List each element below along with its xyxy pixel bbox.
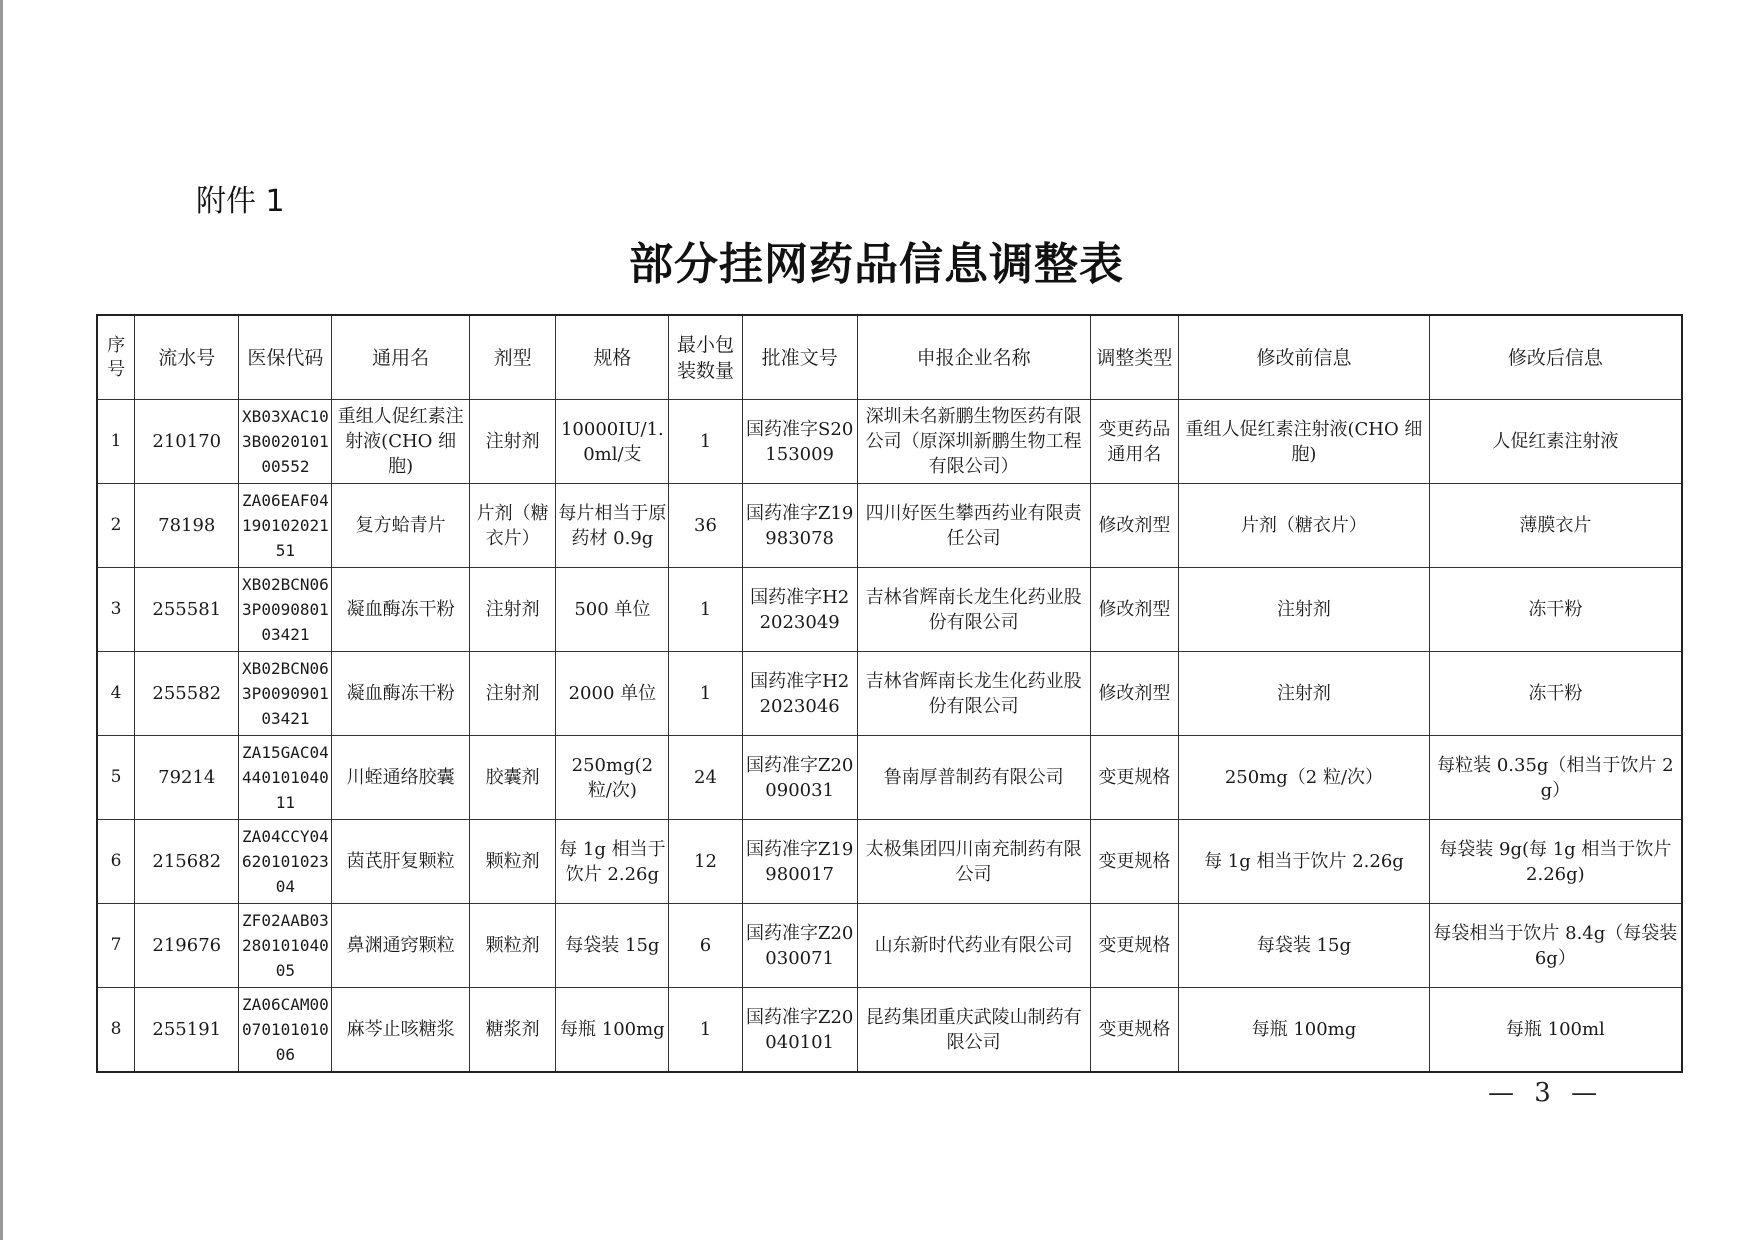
- cell-code: XB02BCN063P009090103421: [239, 652, 332, 736]
- cell-pack: 1: [669, 568, 742, 652]
- header-generic-name: 通用名: [332, 315, 469, 400]
- cell-after: 冻干粉: [1429, 652, 1682, 736]
- cell-approval: 国药准字H22023046: [742, 652, 857, 736]
- cell-type: 变更规格: [1090, 820, 1179, 904]
- cell-after: 人促红素注射液: [1429, 400, 1682, 484]
- header-seq: 序号: [97, 315, 135, 400]
- cell-company: 太极集团四川南充制药有限公司: [857, 820, 1090, 904]
- cell-name: 复方蛤青片: [332, 484, 469, 568]
- cell-type: 修改剂型: [1090, 568, 1179, 652]
- cell-serial: 210170: [135, 400, 239, 484]
- cell-before: 片剂（糖衣片）: [1179, 484, 1429, 568]
- cell-type: 修改剂型: [1090, 484, 1179, 568]
- cell-spec: 250mg(2 粒/次): [556, 736, 669, 820]
- cell-pack: 24: [669, 736, 742, 820]
- cell-form: 注射剂: [469, 652, 555, 736]
- cell-form: 注射剂: [469, 568, 555, 652]
- cell-pack: 6: [669, 904, 742, 988]
- cell-approval: 国药准字Z19980017: [742, 820, 857, 904]
- cell-company: 吉林省辉南长龙生化药业股份有限公司: [857, 652, 1090, 736]
- cell-before: 250mg（2 粒/次）: [1179, 736, 1429, 820]
- cell-serial: 79214: [135, 736, 239, 820]
- cell-before: 每瓶 100mg: [1179, 988, 1429, 1073]
- cell-code: XB02BCN063P009080103421: [239, 568, 332, 652]
- cell-before: 重组人促红素注射液(CHO 细胞): [1179, 400, 1429, 484]
- cell-company: 昆药集团重庆武陵山制药有限公司: [857, 988, 1090, 1073]
- cell-code: ZA04CCY0462010102304: [239, 820, 332, 904]
- header-company: 申报企业名称: [857, 315, 1090, 400]
- drug-adjustment-table: [96, 314, 1683, 1073]
- cell-approval: 国药准字Z20030071: [742, 904, 857, 988]
- cell-seq: 1: [97, 400, 135, 484]
- cell-form: 颗粒剂: [469, 820, 555, 904]
- cell-spec: 500 单位: [556, 568, 669, 652]
- cell-name: 凝血酶冻干粉: [332, 568, 469, 652]
- cell-company: 鲁南厚普制药有限公司: [857, 736, 1090, 820]
- cell-before: 注射剂: [1179, 568, 1429, 652]
- table-row: [97, 400, 1682, 484]
- cell-approval: 国药准字S20153009: [742, 400, 857, 484]
- cell-seq: 4: [97, 652, 135, 736]
- header-specification: 规格: [556, 315, 669, 400]
- cell-spec: 每袋装 15g: [556, 904, 669, 988]
- cell-before: 注射剂: [1179, 652, 1429, 736]
- cell-spec: 2000 单位: [556, 652, 669, 736]
- cell-form: 片剂（糖衣片）: [469, 484, 555, 568]
- cell-code: ZA06CAM0007010101006: [239, 988, 332, 1073]
- cell-after: 每袋装 9g(每 1g 相当于饮片 2.26g): [1429, 820, 1682, 904]
- cell-pack: 1: [669, 400, 742, 484]
- cell-after: 每粒装 0.35g（相当于饮片 2g）: [1429, 736, 1682, 820]
- cell-type: 变更规格: [1090, 904, 1179, 988]
- table-header-row: [97, 315, 1682, 400]
- cell-seq: 6: [97, 820, 135, 904]
- cell-seq: 8: [97, 988, 135, 1073]
- table-row: [97, 652, 1682, 736]
- cell-name: 鼻渊通窍颗粒: [332, 904, 469, 988]
- cell-name: 凝血酶冻干粉: [332, 652, 469, 736]
- cell-type: 变更药品通用名: [1090, 400, 1179, 484]
- cell-form: 注射剂: [469, 400, 555, 484]
- cell-serial: 78198: [135, 484, 239, 568]
- cell-serial: 255582: [135, 652, 239, 736]
- cell-name: 川蛭通络胶囊: [332, 736, 469, 820]
- cell-approval: 国药准字Z20090031: [742, 736, 857, 820]
- cell-approval: 国药准字Z19983078: [742, 484, 857, 568]
- cell-code: ZA06EAF0419010202151: [239, 484, 332, 568]
- cell-pack: 12: [669, 820, 742, 904]
- header-before: 修改前信息: [1179, 315, 1429, 400]
- cell-serial: 255191: [135, 988, 239, 1073]
- cell-name: 茵芪肝复颗粒: [332, 820, 469, 904]
- cell-after: 冻干粉: [1429, 568, 1682, 652]
- cell-after: 每瓶 100ml: [1429, 988, 1682, 1073]
- table-row: [97, 568, 1682, 652]
- cell-spec: 每 1g 相当于饮片 2.26g: [556, 820, 669, 904]
- cell-form: 胶囊剂: [469, 736, 555, 820]
- page-number: — 3 —: [1488, 1078, 1604, 1108]
- table-row: [97, 736, 1682, 820]
- cell-pack: 1: [669, 988, 742, 1073]
- header-after: 修改后信息: [1429, 315, 1682, 400]
- cell-spec: 每瓶 100mg: [556, 988, 669, 1073]
- header-dosage-form: 剂型: [469, 315, 555, 400]
- scan-edge: [0, 0, 3, 1240]
- cell-seq: 7: [97, 904, 135, 988]
- cell-pack: 36: [669, 484, 742, 568]
- cell-approval: 国药准字Z20040101: [742, 988, 857, 1073]
- table-row: [97, 820, 1682, 904]
- table-row: [97, 988, 1682, 1073]
- cell-pack: 1: [669, 652, 742, 736]
- header-approval-number: 批准文号: [742, 315, 857, 400]
- cell-name: 重组人促红素注射液(CHO 细胞): [332, 400, 469, 484]
- cell-company: 四川好医生攀西药业有限责任公司: [857, 484, 1090, 568]
- cell-form: 糖浆剂: [469, 988, 555, 1073]
- cell-company: 吉林省辉南长龙生化药业股份有限公司: [857, 568, 1090, 652]
- attachment-label: 附件 1: [196, 184, 285, 219]
- cell-code: ZA15GAC0444010104011: [239, 736, 332, 820]
- cell-company: 山东新时代药业有限公司: [857, 904, 1090, 988]
- cell-form: 颗粒剂: [469, 904, 555, 988]
- cell-name: 麻芩止咳糖浆: [332, 988, 469, 1073]
- cell-seq: 5: [97, 736, 135, 820]
- header-adjustment-type: 调整类型: [1090, 315, 1179, 400]
- cell-spec: 10000IU/1.0ml/支: [556, 400, 669, 484]
- header-serial: 流水号: [135, 315, 239, 400]
- cell-before: 每 1g 相当于饮片 2.26g: [1179, 820, 1429, 904]
- cell-seq: 2: [97, 484, 135, 568]
- cell-type: 变更规格: [1090, 988, 1179, 1073]
- cell-code: ZF02AAB0328010104005: [239, 904, 332, 988]
- cell-code: XB03XAC103B002010100552: [239, 400, 332, 484]
- cell-after: 薄膜衣片: [1429, 484, 1682, 568]
- cell-company: 深圳未名新鹏生物医药有限公司（原深圳新鹏生物工程有限公司）: [857, 400, 1090, 484]
- cell-seq: 3: [97, 568, 135, 652]
- page-title: 部分挂网药品信息调整表: [629, 239, 1124, 290]
- cell-approval: 国药准字H22023049: [742, 568, 857, 652]
- header-min-pack: 最小包装数量: [669, 315, 742, 400]
- table-row: [97, 904, 1682, 988]
- cell-before: 每袋装 15g: [1179, 904, 1429, 988]
- cell-spec: 每片相当于原药材 0.9g: [556, 484, 669, 568]
- cell-serial: 255581: [135, 568, 239, 652]
- cell-type: 变更规格: [1090, 736, 1179, 820]
- cell-after: 每袋相当于饮片 8.4g（每袋装 6g）: [1429, 904, 1682, 988]
- table-row: [97, 484, 1682, 568]
- cell-serial: 219676: [135, 904, 239, 988]
- cell-serial: 215682: [135, 820, 239, 904]
- cell-type: 修改剂型: [1090, 652, 1179, 736]
- header-insurance-code: 医保代码: [239, 315, 332, 400]
